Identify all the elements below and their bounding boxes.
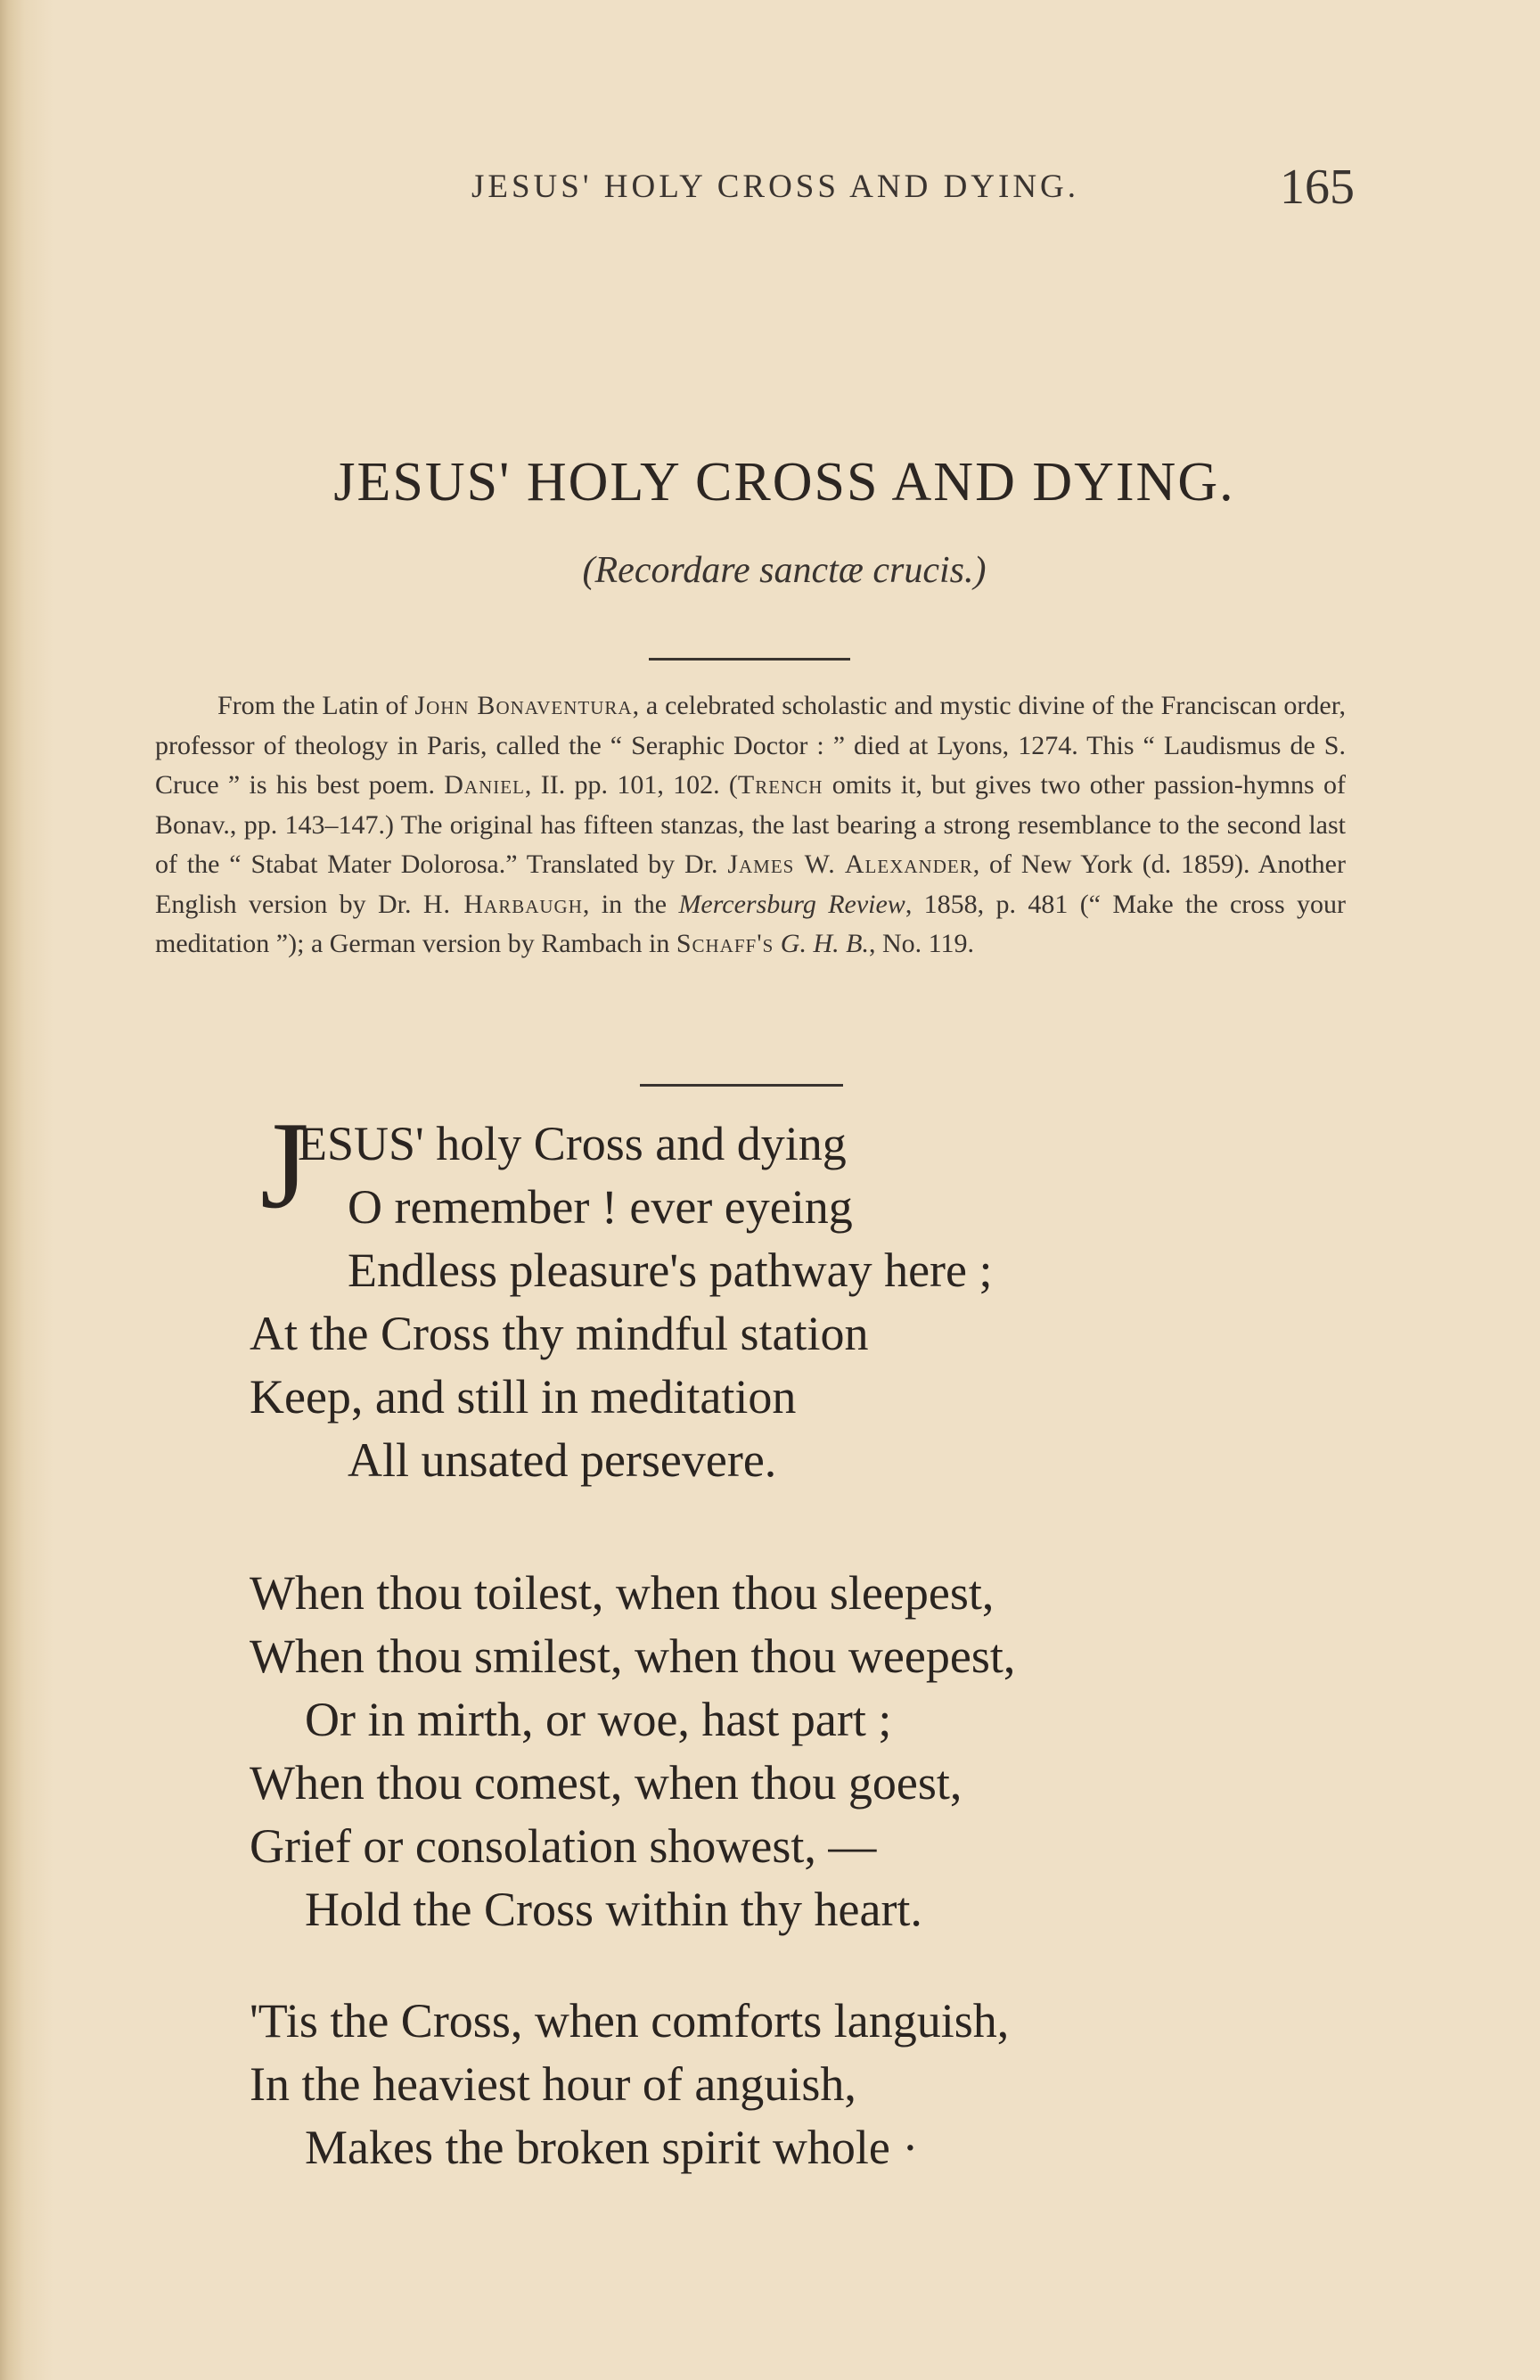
verse-line: At the Cross thy mindful station: [250, 1307, 869, 1360]
note-trench: Trench: [737, 770, 823, 800]
drop-cap: J: [260, 1096, 309, 1235]
latin-title: (Recordare sanctæ crucis.): [582, 550, 987, 591]
verse-line: All unsated persevere.: [348, 1433, 777, 1487]
verse-line: Hold the Cross within thy heart.: [305, 1883, 922, 1936]
note-review: Mercersburg Review: [678, 889, 905, 919]
note-text: , of New York (d. 1859). Another English version by Dr.: [155, 849, 1346, 919]
source-note: [155, 686, 1346, 964]
note-text: omits it, but gives two other passion-hymns of Bonav., pp. 143–147.) The original has fifteen stanzas, the last bearing a strong resemblance to the second last of the “ Stabat Mater Dolorosa.” Translated by Dr.: [155, 770, 1346, 879]
note-daniel: Daniel: [444, 770, 525, 800]
verse-line: O remember ! ever eyeing: [348, 1180, 853, 1234]
hymn-title: JESUS' HOLY CROSS AND DYING.: [333, 452, 1235, 513]
note-harbaugh: H. Harbaugh: [422, 889, 583, 919]
note-schaff: Schaff's: [676, 929, 774, 958]
note-text: , in the: [582, 889, 679, 919]
note-alexander: James W. Alexander: [727, 849, 973, 879]
stanza-1: [250, 1112, 1319, 1492]
note-author: John Bonaventura: [414, 691, 633, 720]
verse-line: 'Tis the Cross, when comforts languish,: [250, 1994, 1010, 2048]
note-text: [774, 929, 781, 958]
note-text: From the Latin of: [217, 691, 415, 720]
verse-line: ESUS' holy Cross and dying: [298, 1117, 847, 1170]
verse-line: When thou comest, when thou goest,: [250, 1756, 962, 1810]
running-head: JESUS' HOLY CROSS AND DYING.: [471, 168, 1080, 205]
note-text: , a celebrated scholastic and mystic divine of the Franciscan order, professor of theology in Paris, called the “ Seraphic Doctor : ” died at Lyons, 1274. This “ Laudismus de S. Cruce ” is his best poem.: [155, 691, 1346, 800]
divider-rule: [649, 658, 850, 661]
verse-line: Or in mirth, or woe, hast part ;: [305, 1693, 892, 1746]
stanza-2: [250, 1562, 1319, 1941]
verse-line: When thou smilest, when thou weepest,: [250, 1629, 1016, 1683]
verse-line: Makes the broken spirit whole ·: [305, 2121, 919, 2174]
note-text: , II. pp. 101, 102. (: [524, 770, 738, 800]
verse-line: Grief or consolation showest, —: [250, 1819, 877, 1873]
divider-rule: [640, 1084, 843, 1087]
verse-line: Keep, and still in meditation: [250, 1370, 797, 1424]
page-number: 165: [1280, 160, 1355, 215]
verse-line: Endless pleasure's pathway here ;: [348, 1243, 993, 1297]
note-text: , 1858, p. 481 (“ Make the cross your meditation ”); a German version by Rambach in: [155, 889, 1346, 958]
note-text: , No. 119.: [868, 929, 975, 958]
note-ghb: G. H. B.: [780, 929, 869, 958]
stanza-3: [250, 1990, 1319, 2179]
verse-line: In the heaviest hour of anguish,: [250, 2057, 856, 2111]
verse-line: When thou toilest, when thou sleepest,: [250, 1566, 995, 1620]
